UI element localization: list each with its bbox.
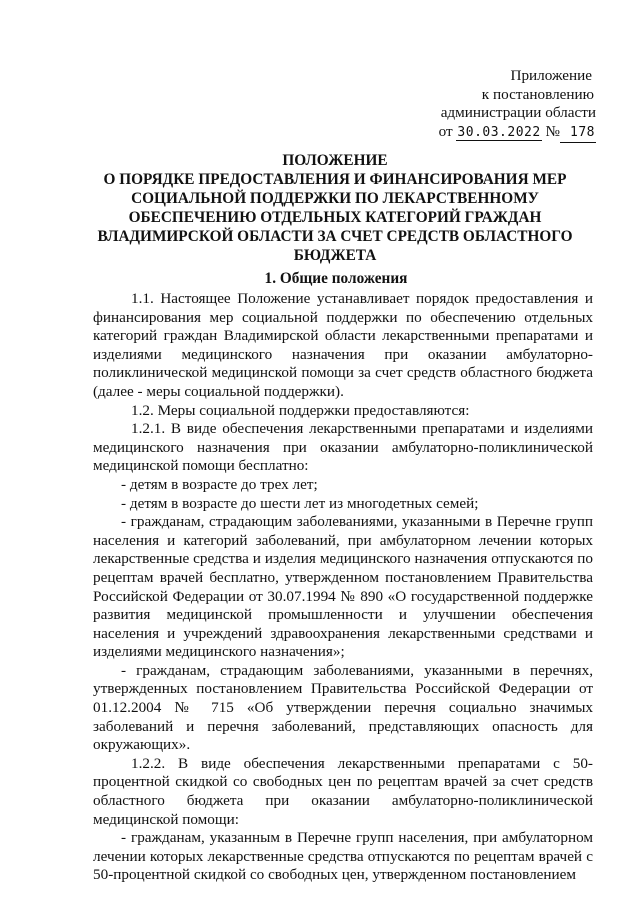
appendix-line-1: Приложение bbox=[510, 67, 592, 84]
title-line: О ПОРЯДКЕ ПРЕДОСТАВЛЕНИЯ И ФИНАНСИРОВАНИЯ МЕР bbox=[103, 171, 567, 188]
section-heading: 1. Общие положения bbox=[264, 270, 408, 287]
handwritten-date: 30.03.2022 bbox=[457, 124, 541, 140]
appendix-line-2: к постановлению bbox=[481, 85, 594, 103]
appendix-signature bbox=[439, 67, 596, 143]
list-item: - детям в возрасте до трех лет; bbox=[121, 475, 318, 493]
number-label: № bbox=[545, 122, 560, 140]
list-item: - гражданам, указанным в Перечне групп населения, при амбулаторном лечении которых лекарственные средства отпускаются по рецептам врачей с 50-процентной скидкой со свободных цен, утвержденном постановлением bbox=[93, 829, 593, 884]
document-body bbox=[93, 290, 593, 885]
paragraph: 1.2.1. В виде обеспечения лекарственными препаратами и изделиями медицинского назначения при оказании амбулаторно-поликлинической медицинской помощи бесплатно: bbox=[93, 420, 593, 475]
appendix-block bbox=[396, 67, 596, 143]
date-from-label: от bbox=[438, 122, 453, 140]
paragraph: 1.1. Настоящее Положение устанавливает порядок предоставления и финансирования мер социальной поддержки по обеспечению отдельных категорий граждан Владимирской области лекарственными препаратами и изделиями медицинского назначения при оказании амбулаторно-поликлинической медицинской помощи за счет средств областного бюджета (далее - меры социальной поддержки). bbox=[93, 290, 593, 400]
list-item: - гражданам, страдающим заболеваниями, указанными в Перечне групп населения и категорий заболеваний, при амбулаторном лечении которых лекарственные средства и изделия медицинского назначения отпускаются по рецептам врачей бесплатно, утвержденном постановлением Правительства Российской Федерации от 30.07.1994 № 890 «О государственной поддержке развития медицинской промышленности и улучшении обеспечения населения и учреждений здравоохранения лекарственными средствами и изделиями медицинского назначения»; bbox=[93, 513, 593, 661]
appendix-line-3: администрации области bbox=[440, 104, 596, 121]
appendix-date-line bbox=[439, 123, 596, 144]
paragraph: 1.2.2. В виде обеспечения лекарственными препаратами с 50-процентной скидкой со свободных цен по рецептам врачей за счет средств областного бюджета при оказании амбулаторно-поликлинической медицинской помощи: bbox=[93, 754, 593, 828]
title-line: ОБЕСПЕЧЕНИЮ ОТДЕЛЬНЫХ КАТЕГОРИЙ ГРАЖДАН bbox=[128, 209, 542, 226]
title-line: БЮДЖЕТА bbox=[293, 247, 377, 264]
paragraph: 1.2. Меры социальной поддержки предоставляются: bbox=[131, 401, 470, 419]
list-item: - гражданам, страдающим заболеваниями, указанными в перечнях, утвержденных постановлением Правительства Российской Федерации от 01.12.2004 № 715 «Об утверждении перечня социально значимых заболеваний и перечня заболеваний, представляющих опасность для окружающих». bbox=[93, 661, 593, 754]
handwritten-number: 178 bbox=[560, 124, 596, 144]
list-item: - детям в возрасте до шести лет из многодетных семей; bbox=[121, 494, 479, 512]
title-line: СОЦИАЛЬНОЙ ПОДДЕРЖКИ ПО ЛЕКАРСТВЕННОМУ bbox=[131, 190, 539, 207]
title-line: ВЛАДИМИРСКОЙ ОБЛАСТИ ЗА СЧЕТ СРЕДСТВ ОБЛАСТНОГО bbox=[97, 228, 573, 245]
document-title bbox=[80, 151, 590, 265]
title-heading: ПОЛОЖЕНИЕ bbox=[282, 152, 388, 169]
